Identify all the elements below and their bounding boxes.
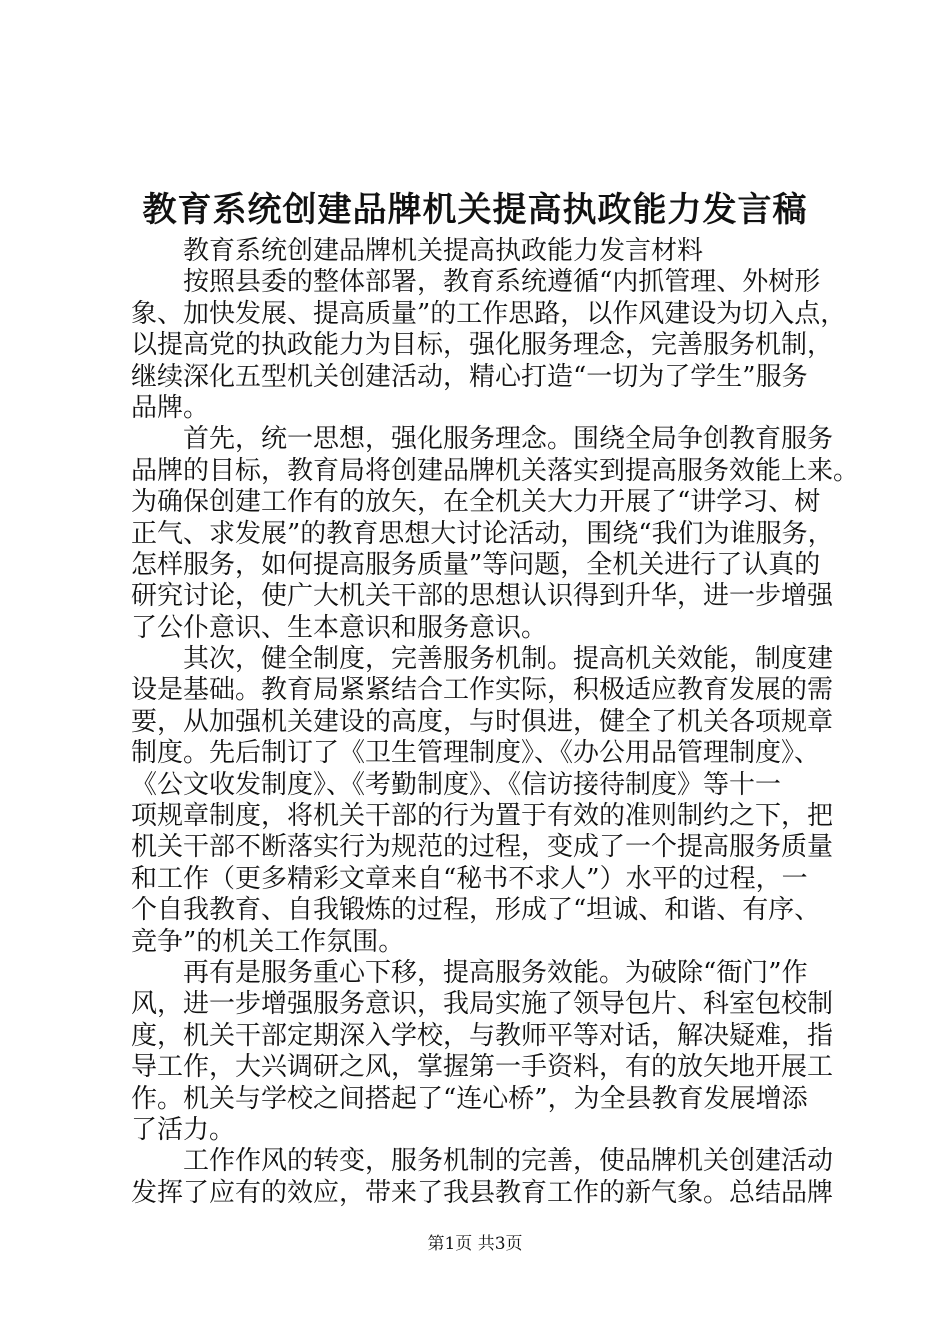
text-line: 发挥了应有的效应，带来了我县教育工作的新气象。总结品牌 <box>131 1177 834 1208</box>
text-line: 作。机关与学校之间搭起了“连心桥”，为全县教育发展增添 <box>131 1083 808 1114</box>
page-title: 教育系统创建品牌机关提高执政能力发言稿 <box>142 190 808 230</box>
text-line: 机关干部不断落实行为规范的过程，变成了一个提高服务质量 <box>131 832 834 863</box>
text-line: 正气、求发展”的教育思想大讨论活动，围绕“我们为谁服务， <box>131 518 834 549</box>
text-line: 要，从加强机关建设的高度，与时俱进，健全了机关各项规章 <box>131 706 834 737</box>
text-line: 品牌。 <box>131 392 210 423</box>
text-line: 了公仆意识、生本意识和服务意识。 <box>131 612 548 643</box>
text-line: 度，机关干部定期深入学校，与教师平等对话，解决疑难，指 <box>131 1020 834 1051</box>
text-line: 继续深化五型机关创建活动，精心打造“一切为了学生”服务 <box>131 361 808 392</box>
document-body <box>131 236 860 1209</box>
text-line: 了活力。 <box>131 1114 236 1145</box>
text-line: 和工作（更多精彩文章来自“秘书不求人”）水平的过程，一 <box>131 863 808 894</box>
text-line: 怎样服务，如何提高服务质量”等问题，全机关进行了认真的 <box>131 549 821 580</box>
page-indicator: 第1页 共3页 <box>427 1234 523 1254</box>
text-line: 以提高党的执政能力为目标，强化服务理念，完善服务机制， <box>131 330 834 361</box>
text-line: 《公文收发制度》、《考勤制度》、《信访接待制度》等十一 <box>131 769 782 800</box>
text-line: 品牌的目标，教育局将创建品牌机关落实到提高服务效能上来。 <box>131 455 860 486</box>
text-line: 工作作风的转变，服务机制的完善，使品牌机关创建活动 <box>183 1146 834 1177</box>
text-line: 项规章制度，将机关干部的行为置于有效的准则制约之下，把 <box>131 801 834 832</box>
text-line: 再有是服务重心下移，提高服务效能。为破除“衙门”作 <box>183 957 808 988</box>
text-line: 制度。先后制订了《卫生管理制度》、《办公用品管理制度》、 <box>131 738 821 769</box>
text-line: 导工作，大兴调研之风，掌握第一手资料，有的放矢地开展工 <box>131 1052 834 1083</box>
text-line: 竞争”的机关工作氛围。 <box>131 926 405 957</box>
text-line: 按照县委的整体部署，教育系统遵循“内抓管理、外树形 <box>183 267 821 298</box>
text-line: 个自我教育、自我锻炼的过程，形成了“坦诚、和谐、有序、 <box>131 895 821 926</box>
text-line: 首先，统一思想，强化服务理念。围绕全局争创教育服务 <box>183 424 834 455</box>
text-line: 象、加快发展、提高质量”的工作思路，以作风建设为切入点， <box>131 298 847 329</box>
text-line: 风，进一步增强服务意识，我局实施了领导包片、科室包校制 <box>131 989 834 1020</box>
text-line: 为确保创建工作有的放矢，在全机关大力开展了“讲学习、树 <box>131 487 821 518</box>
text-line: 设是基础。教育局紧紧结合工作实际，积极适应教育发展的需 <box>131 675 834 706</box>
text-line: 教育系统创建品牌机关提高执政能力发言材料 <box>183 236 704 266</box>
text-line: 其次，健全制度，完善服务机制。提高机关效能，制度建 <box>183 644 834 675</box>
text-line: 研究讨论，使广大机关干部的思想认识得到升华，进一步增强 <box>131 581 834 612</box>
